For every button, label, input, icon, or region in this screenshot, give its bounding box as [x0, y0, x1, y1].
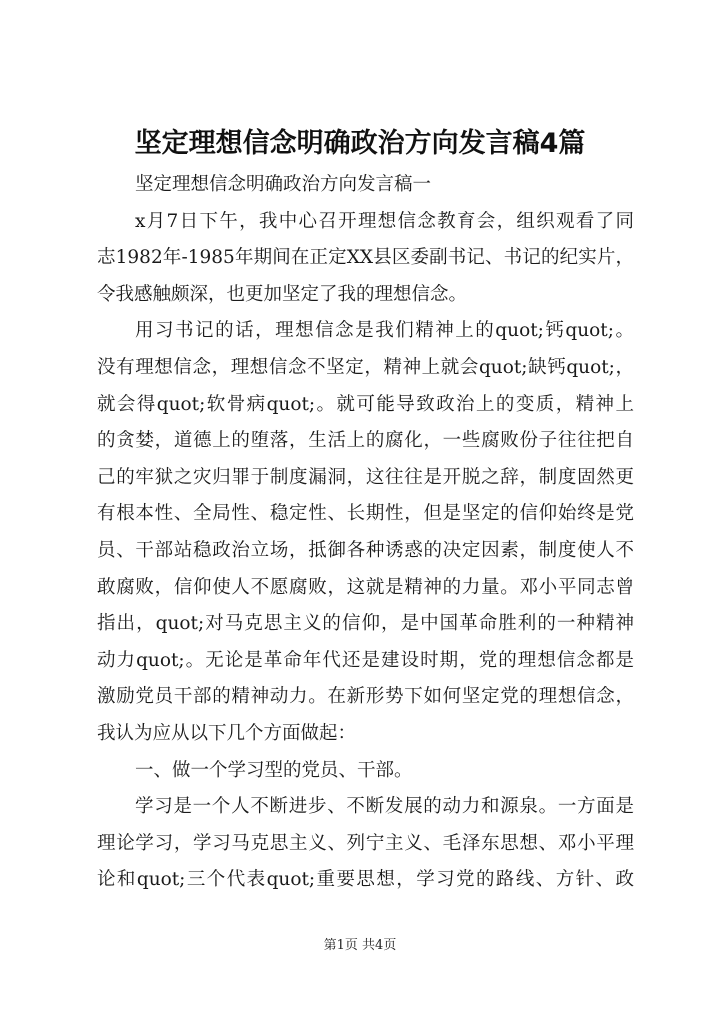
text-line: 坚定理想信念明确政治方向发言稿一: [135, 174, 432, 195]
text-line: 令我感触颇深，也更加坚定了我的理想信念。: [97, 283, 468, 305]
text-line: x月7日下午，我中心召开理想信念教育会，组织观看了同: [135, 210, 634, 232]
text-line: 的贪婪，道德上的堕落，生活上的腐化，一些腐败份子往往把自: [97, 430, 634, 452]
text-line: 用习书记的话，理想信念是我们精神上的quot;钙quot;。: [135, 320, 634, 342]
text-line: 就会得quot;软骨病quot;。就可能导致政治上的变质，精神上: [97, 393, 634, 415]
text-line: 一、做一个学习型的党员、干部。: [135, 759, 413, 781]
text-line: 志1982年-1985年期间在正定XX县区委副书记、书记的纪实片，: [97, 247, 634, 269]
document-title: 坚定理想信念明确政治方向发言稿4篇: [134, 128, 586, 159]
text-line: 论和quot;三个代表quot;重要思想，学习党的路线、方针、政: [97, 869, 634, 891]
text-line: 有根本性、全局性、稳定性、长期性，但是坚定的信仰始终是党: [97, 503, 634, 525]
text-line: 员、干部站稳政治立场，抵御各种诱惑的决定因素，制度使人不: [97, 539, 634, 561]
text-line: 指出，quot;对马克思主义的信仰，是中国革命胜利的一种精神: [97, 613, 634, 635]
page-footer: 第1页 共4页: [323, 938, 397, 953]
text-line: 没有理想信念，理想信念不坚定，精神上就会quot;缺钙quot;，: [97, 356, 634, 378]
text-line: 理论学习，学习马克思主义、列宁主义、毛泽东思想、邓小平理: [97, 832, 634, 854]
text-line: 己的牢狱之灾归罪于制度漏洞，这往往是开脱之辞，制度固然更: [97, 466, 634, 488]
text-line: 动力quot;。无论是革命年代还是建设时期，党的理想信念都是: [97, 649, 634, 671]
text-line: 我认为应从以下几个方面做起：: [97, 722, 357, 744]
text-line: 激励党员干部的精神动力。在新形势下如何坚定党的理想信念，: [97, 686, 634, 708]
document-body: [97, 167, 634, 899]
text-line: 敢腐败，信仰使人不愿腐败，这就是精神的力量。邓小平同志曾: [97, 576, 634, 598]
text-line: 学习是一个人不断进步、不断发展的动力和源泉。一方面是: [135, 796, 634, 818]
